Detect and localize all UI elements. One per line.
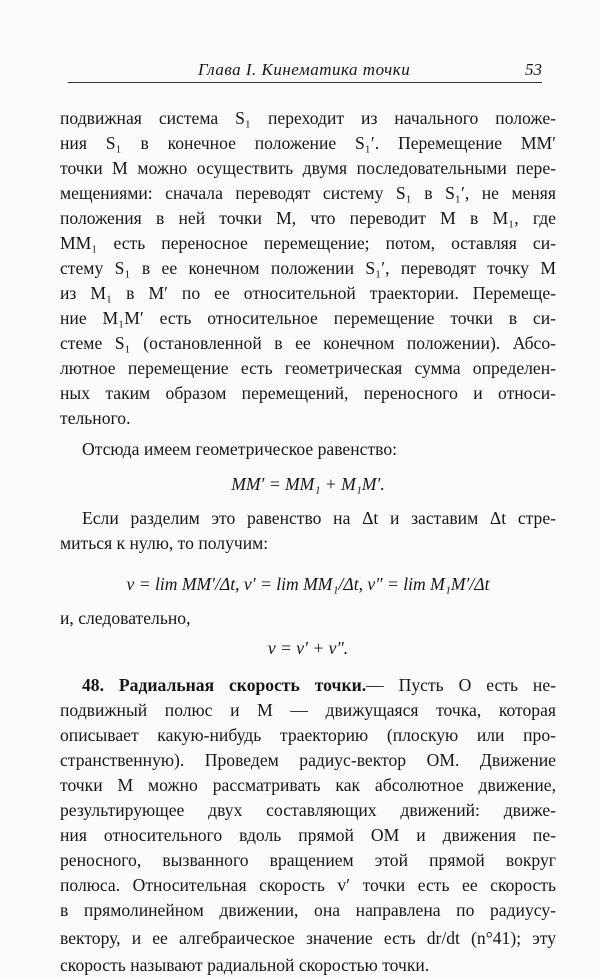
- text-line: ние M₁M′ есть относительное перемещение точки в си-: [60, 308, 556, 328]
- text-line: стеме S₁ (остановленной в ее конечном положении). Абсо-: [60, 333, 556, 353]
- text-line: из M₁ в M′ по ее относительной траектории. Перемеще-: [60, 283, 556, 303]
- text-line: Если разделим это равенство на Δt и заставим Δt стре-: [82, 508, 556, 528]
- text-line: странственную). Проведем радиус-вектор OM. Движение: [60, 750, 556, 770]
- body-text: [60, 106, 556, 978]
- section-heading-line: [60, 673, 556, 698]
- text-line: описывает какую-нибудь траекторию (плоскую или про-: [60, 725, 556, 745]
- paragraph-1: [60, 106, 556, 431]
- text-line: стему S₁ в ее конечном положении S₁′, переводят точку M: [60, 258, 556, 278]
- running-header: [68, 58, 542, 83]
- text-line: ных таким образом перемещений, переносного и относи-: [60, 383, 556, 403]
- text-line: скорость называют радиальной скоростью точки.: [60, 955, 430, 975]
- text-line: MM₁ есть переносное перемещение; потом, оставляя си-: [60, 233, 556, 253]
- text-line: полюса. Относительная скорость v′ точки есть ее скорость: [60, 875, 556, 895]
- text-line: в прямолинейном движении, она направлена по радиусу-: [60, 900, 556, 920]
- equation-velocity-sum: v = v′ + v″.: [267, 638, 349, 658]
- paragraph-3: [60, 506, 556, 556]
- text-line: точки M можно осуществить двумя последовательными пере-: [60, 158, 556, 178]
- text-line: реносного, вызванного вращением этой прямой вокруг: [60, 850, 556, 870]
- equation-displacement-sum: MM′ = MM₁ + M₁M′.: [231, 474, 385, 494]
- paragraph-2: Отсюда имеем геометрическое равенство:: [82, 439, 398, 459]
- paragraph-4: и, следовательно,: [60, 608, 191, 628]
- section-number: 48.: [82, 675, 104, 695]
- text-line: — Пусть O есть не-: [366, 675, 556, 695]
- text-line: мещениями: сначала переводят систему S₁ в S₁′, не меняя: [60, 183, 556, 203]
- text-line: положения в ней точки M, что переводит M в M₁, где: [60, 208, 556, 228]
- page-number: 53: [525, 60, 542, 79]
- text-line: тельного.: [60, 408, 131, 428]
- text-line: ния относительного вдоль прямой OM и движения пе-: [60, 825, 556, 845]
- text-line: лютное перемещение есть геометрическая сумма определен-: [60, 358, 556, 378]
- text-line: миться к нулю, то получим:: [60, 533, 269, 553]
- text-line: подвижная система S₁ переходит из начального положе-: [60, 108, 556, 128]
- text-line: вектору, и ее алгебраическое значение есть dr/dt (n°41); эту: [60, 928, 556, 948]
- section-48: [60, 673, 556, 978]
- text-line: ния S₁ в конечное положение S₁′. Перемещение MM′: [60, 133, 556, 153]
- section-title: Радиальная скорость точки.: [118, 675, 367, 695]
- text-line: подвижный полюс и M — движущаяся точка, которая: [60, 700, 556, 720]
- text-line: результирующее двух составляющих движений: движе-: [60, 800, 556, 820]
- text-line: точки M можно рассматривать как абсолютное движение,: [60, 775, 556, 795]
- equation-velocity-limits: v = lim MM′/Δt, v′ = lim MM₁/Δt, v″ = lim M₁M′/Δt: [126, 574, 490, 594]
- chapter-title: Глава I. Кинематика точки: [198, 60, 411, 79]
